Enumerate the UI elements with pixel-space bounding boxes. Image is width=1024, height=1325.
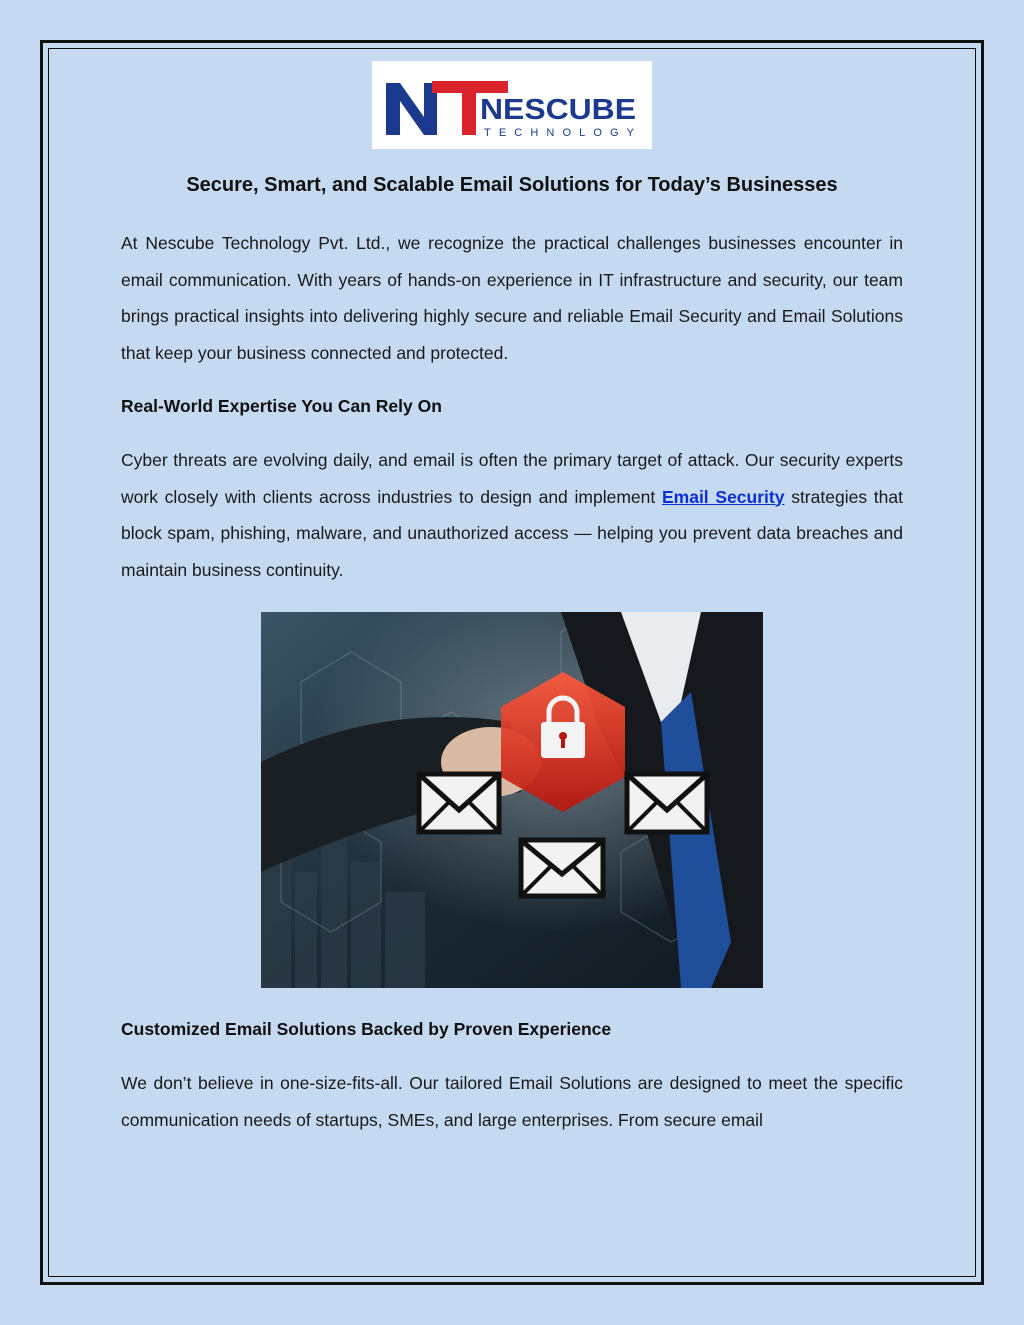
envelope-icon [627, 774, 707, 832]
expertise-text-after: strategies that block spam, phishing, malware, and unauthorized access — helping you prevent data breaches and maintain business continuity. [121, 486, 903, 580]
section-heading-customized: Customized Email Solutions Backed by Proven Experience [121, 1019, 612, 1039]
envelope-icon [419, 774, 499, 832]
page-title: Secure, Smart, and Scalable Email Solutions for Today’s Businesses [186, 174, 838, 196]
email-security-photo [261, 612, 763, 988]
envelope-icon [521, 840, 603, 896]
logo-name: NESCUBE [480, 94, 636, 126]
customized-paragraph: We don’t believe in one-size-fits-all. Our tailored Email Solutions are designed to meet the specific communication needs of startups, SMEs, and large enterprises. From secure email [121, 1073, 903, 1130]
expertise-paragraph [121, 442, 903, 588]
logo-tagline: TECHNOLOGY [484, 127, 634, 139]
logo-n-mark [386, 83, 437, 135]
email-security-link[interactable]: Email Security [661, 486, 785, 507]
section-heading-expertise: Real-World Expertise You Can Rely On [121, 396, 442, 416]
company-logo [372, 61, 652, 149]
intro-paragraph: At Nescube Technology Pvt. Ltd., we recognize the practical challenges businesses encounter in email communication. With years of hands-on experience in IT infrastructure and security, our team brings practical insights into delivering highly secure and reliable Email Security and Email Solutions that keep your business connected and protected. [121, 233, 903, 363]
expertise-text-before: Cyber threats are evolving daily, and email is often the primary target of attack. Our security experts work closely with clients across industries to design and implement [121, 450, 903, 507]
